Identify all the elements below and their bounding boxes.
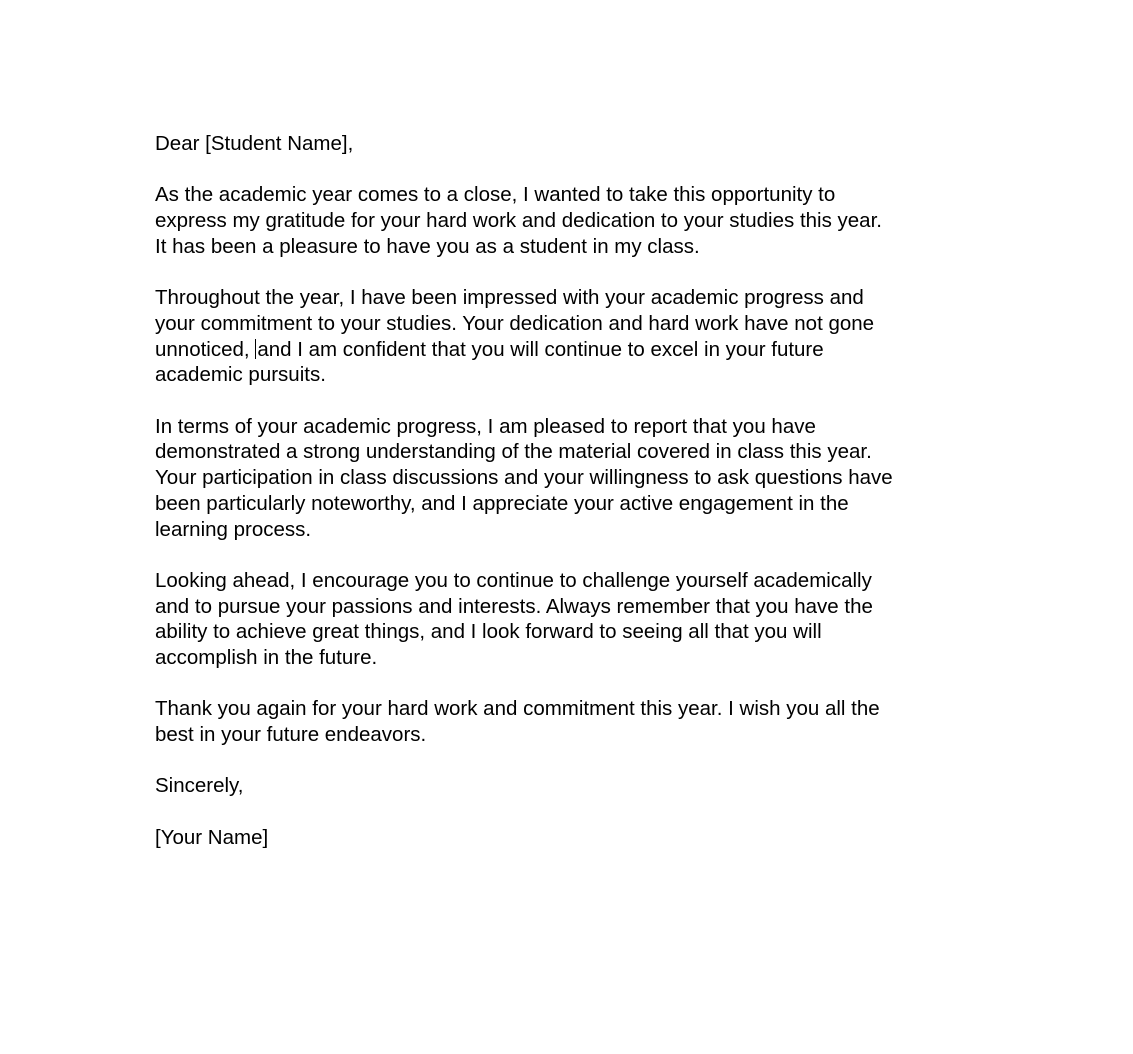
paragraph-text-before-cursor: Throughout the year, I have been impressed with your academic progress and your commitment to your studies. Your dedication and hard work have not gone unnoticed, (155, 286, 875, 361)
paragraph-progress-impression (155, 285, 975, 388)
closing: Sincerely, (155, 774, 244, 798)
paragraph-academic-report: In terms of your academic progress, I am pleased to report that you have demonstrated a strong understanding of the material covered in class this year. Your participation in class discussions and your willingness to ask questions have been particularly noteworthy, and I appreciate your active engagement in the learning process. (155, 414, 893, 541)
paragraph-looking-ahead: Looking ahead, I encourage you to continue to challenge yourself academically and to pursue your passions and interests. Always remember that you have the ability to achieve great things, and I look forward to seeing all that you will accomplish in the future. (155, 568, 873, 669)
paragraph-thank-you: Thank you again for your hard work and commitment this year. I wish you all the best in your future endeavors. (155, 697, 880, 747)
salutation: Dear [Student Name], (155, 132, 354, 155)
paragraph-gratitude: As the academic year comes to a close, I wanted to take this opportunity to express my gratitude for your hard work and dedication to your studies this year. It has been a pleasure to have you as a student in my class. (155, 183, 882, 258)
signature: [Your Name] (155, 825, 269, 849)
paragraph-text-after-cursor: and I am confident that you will continue to excel in your future academic pursuits. (155, 337, 824, 387)
letter-body[interactable] (155, 131, 975, 876)
